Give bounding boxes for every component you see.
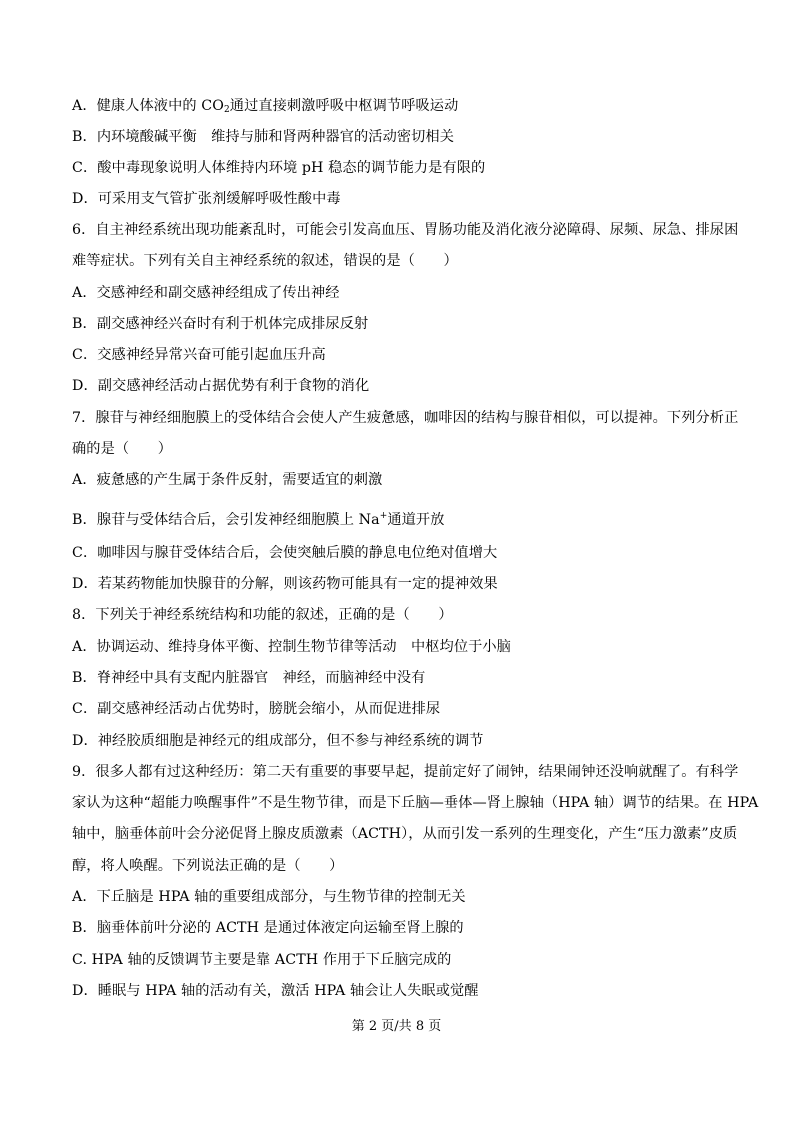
q7-option-b [72,506,445,530]
page-footer: 第 2 页/共 8 页 [351,1019,442,1034]
q8-stem: 8．下列关于神经系统结构和功能的叙述，正确的是（ ） [72,607,453,623]
q8-option-b: B．脊神经中具有支配内脏器官 神经，而脑神经中没有 [72,670,426,686]
q9-option-a: A．下丘脑是 HPA 轴的重要组成部分，与生物节律的控制无关 [72,889,466,905]
q7-stem-line-2: 确的是（ ） [72,441,173,457]
q9-stem-line-4: 醇，将人唤醒。下列说法正确的是（ ） [72,858,344,874]
q9-option-c: C. HPA 轴的反馈调节主要是靠 ACTH 作用于下丘脑完成的 [72,952,452,968]
q5-option-a [72,96,458,120]
q6-option-d: D．副交感神经活动占据优势有利于食物的消化 [72,378,370,394]
q7-stem-line-1: 7．腺苷与神经细胞膜上的受体结合会使人产生疲惫感，咖啡因的结构与腺苷相似，可以提神。下列分析正 [72,410,739,426]
q5-option-c: C．酸中毒现象说明人体维持内环境 pH 稳态的调节能力是有限的 [72,160,486,176]
q6-stem-line-2: 难等症状。下列有关自主神经系统的叙述，错误的是（ ） [72,253,458,269]
q5-option-a-text-rest: 通过直接刺激呼吸中枢调节呼吸运动 [229,98,459,114]
q6-option-a: A．交感神经和副交感神经组成了传出神经 [72,285,340,301]
q8-option-a: A．协调运动、维持身体平衡、控制生物节律等活动 中枢均位于小脑 [72,639,511,655]
q7-option-d: D．若某药物能加快腺苷的分解，则该药物可能具有一定的提神效果 [72,576,498,592]
q6-option-b: B．副交感神经兴奋时有利于机体完成排尿反射 [72,316,369,332]
q9-stem-line-2: 家认为这种“超能力唤醒事件”不是生物节律，而是下丘脑—垂体—肾上腺轴（HPA 轴）调节的结果。在 HPA [72,795,759,811]
q9-stem-line-3: 轴中，脑垂体前叶会分泌促肾上腺皮质激素（ACTH），从而引发一系列的生理变化，产生“压力激素”皮质 [72,826,738,842]
q8-option-d: D．神经胶质细胞是神经元的组成部分，但不参与神经系统的调节 [72,733,484,749]
q8-option-c: C．副交感神经活动占优势时，膀胱会缩小，从而促进排尿 [72,701,441,717]
q7-option-a: A．疲惫感的产生属于条件反射，需要适宜的刺激 [72,472,383,488]
q6-stem-line-1: 6．自主神经系统出现功能紊乱时，可能会引发高血压、胃肠功能及消化液分泌障碍、尿频、尿急、排尿困 [72,222,739,238]
q5-option-b: B．内环境酸碱平衡 维持与肺和肾两种器官的活动密切相关 [72,129,455,145]
superscript: + [379,511,388,521]
q7-option-b-text: B．腺苷与受体结合后，会引发神经细胞膜上 Na [72,512,380,528]
q7-option-b-text-rest: 通道开放 [387,512,445,528]
q6-option-c: C．交感神经异常兴奋可能引起血压升高 [72,347,326,363]
q9-option-d: D．睡眠与 HPA 轴的活动有关，激活 HPA 轴会让人失眠或觉醒 [72,983,479,999]
q9-stem-line-1: 9．很多人都有过这种经历：第二天有重要的事要早起，提前定好了闹钟，结果闹钟还没响就醒了。有科学 [72,764,739,780]
q5-option-a-text: A．健康人体液中的 CO [72,98,224,114]
q5-option-d: D．可采用支气管扩张剂缓解呼吸性酸中毒 [72,191,341,207]
q9-option-b: B．脑垂体前叶分泌的 ACTH 是通过体液定向运输至肾上腺的 [72,920,464,936]
subscript: 2 [223,105,230,115]
q7-option-c: C．咖啡因与腺苷受体结合后，会使突触后膜的静息电位绝对值增大 [72,545,498,561]
